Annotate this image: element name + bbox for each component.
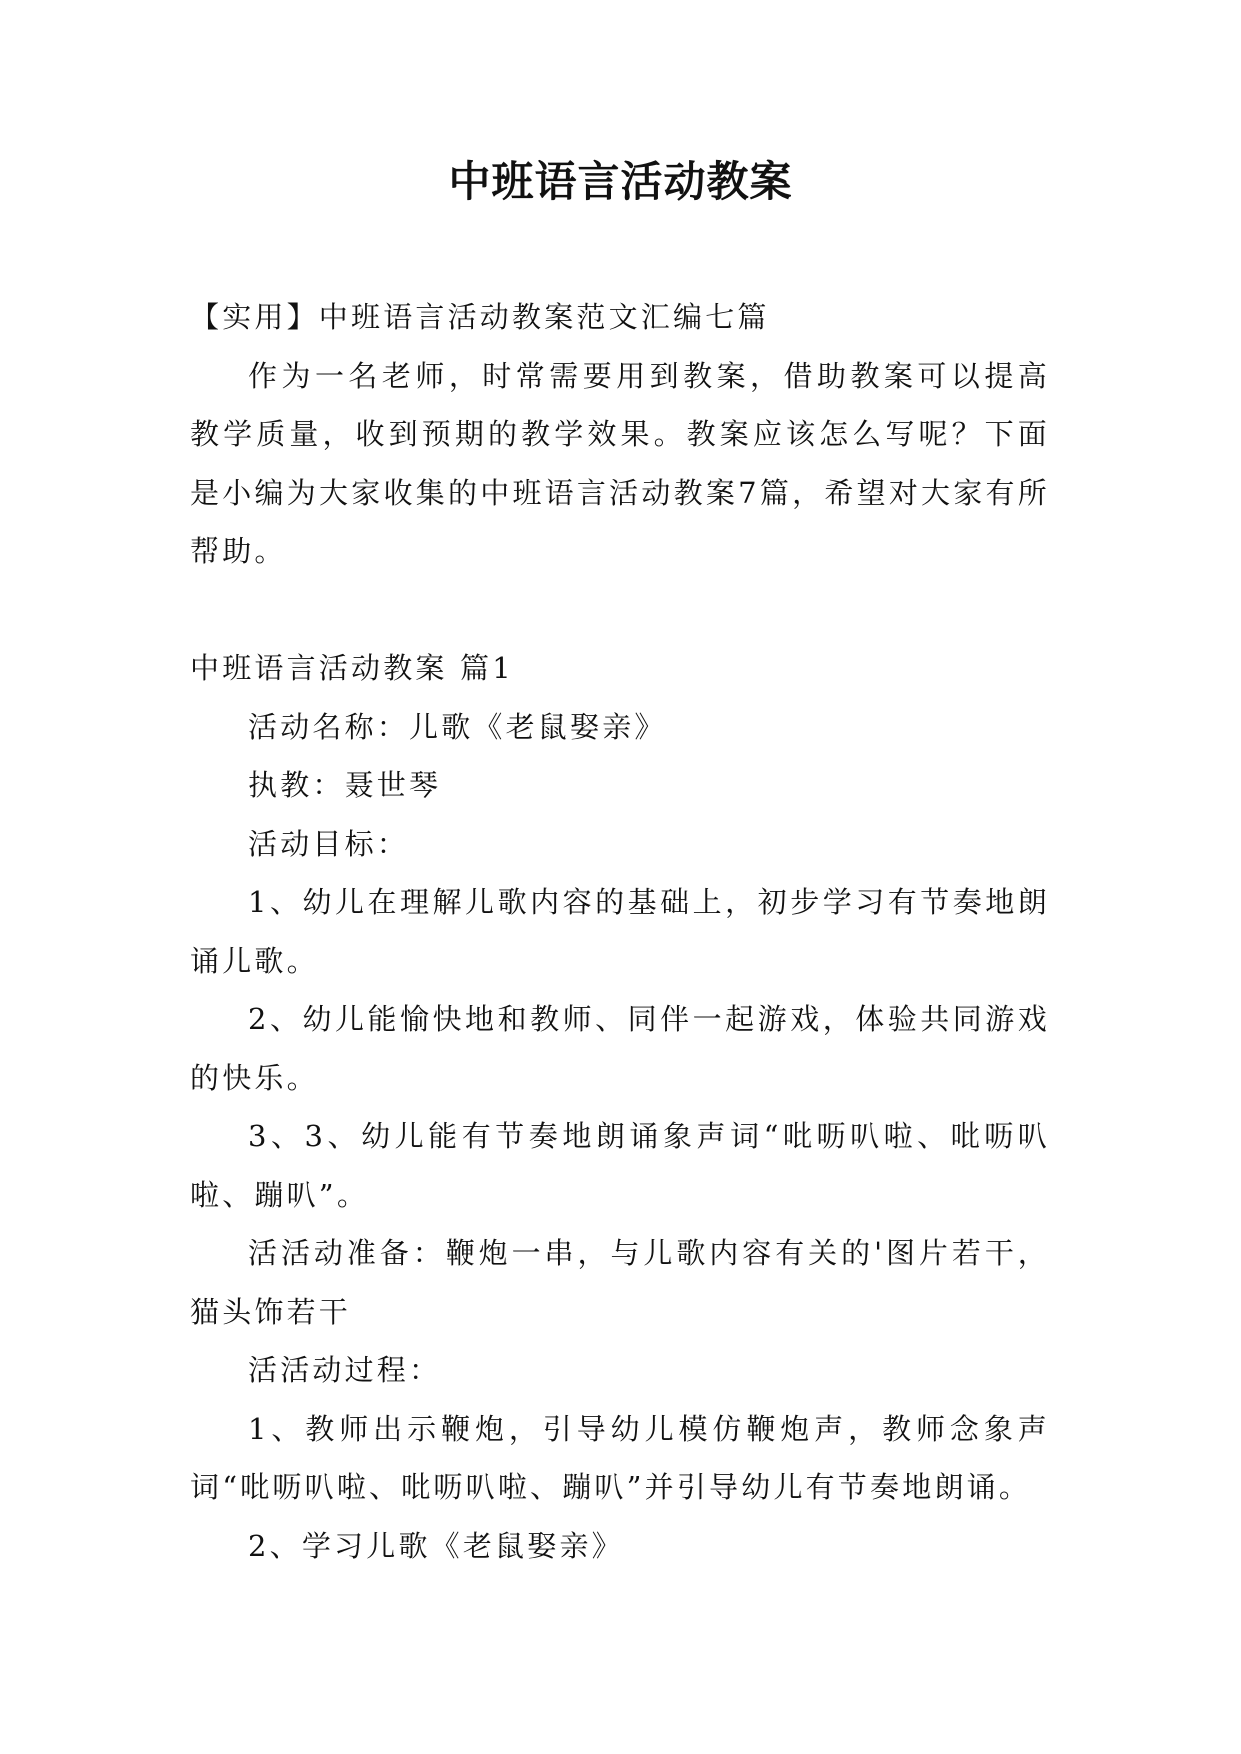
process-heading: 活活动过程： (248, 1353, 442, 1387)
teacher-line: 执教：聂世琴 (248, 768, 442, 802)
subtitle-line: 【实用】中班语言活动教案范文汇编七篇 (190, 300, 770, 334)
activity-name: 活动名称：儿歌《老鼠娶亲》 (248, 709, 667, 744)
process-item: 2、学习儿歌《老鼠娶亲》 (248, 1528, 624, 1563)
goals-heading: 活动目标： (248, 826, 410, 861)
document-body (190, 288, 1050, 1575)
section-heading: 中班语言活动教案 篇1 (190, 651, 514, 685)
intro-paragraph: 作为一名老师，时常需要用到教案，借助教案可以提高教学质量，收到预期的教学效果。教案应该怎么写呢？下面是小编为大家收集的中班语言活动教案7篇，希望对大家有所帮助。 (190, 358, 1050, 568)
document-title: 中班语言活动教案 (448, 157, 793, 206)
goal-item: 1、幼儿在理解儿歌内容的基础上，初步学习有节奏地朗诵儿歌。 (190, 885, 1050, 978)
preparation-line: 活活动准备：鞭炮一串，与儿歌内容有关的'图片若干，猫头饰若干 (190, 1236, 1050, 1329)
goal-item: 2、幼儿能愉快地和教师、同伴一起游戏，体验共同游戏的快乐。 (190, 1002, 1050, 1095)
goal-item: 3、3、幼儿能有节奏地朗诵象声词“吡呖叭啦、吡呖叭啦、蹦叭”。 (190, 1119, 1050, 1212)
process-item: 1、教师出示鞭炮，引导幼儿模仿鞭炮声，教师念象声词“吡呖叭啦、吡呖叭啦、蹦叭”并引导幼儿有节奏地朗诵。 (190, 1411, 1050, 1504)
